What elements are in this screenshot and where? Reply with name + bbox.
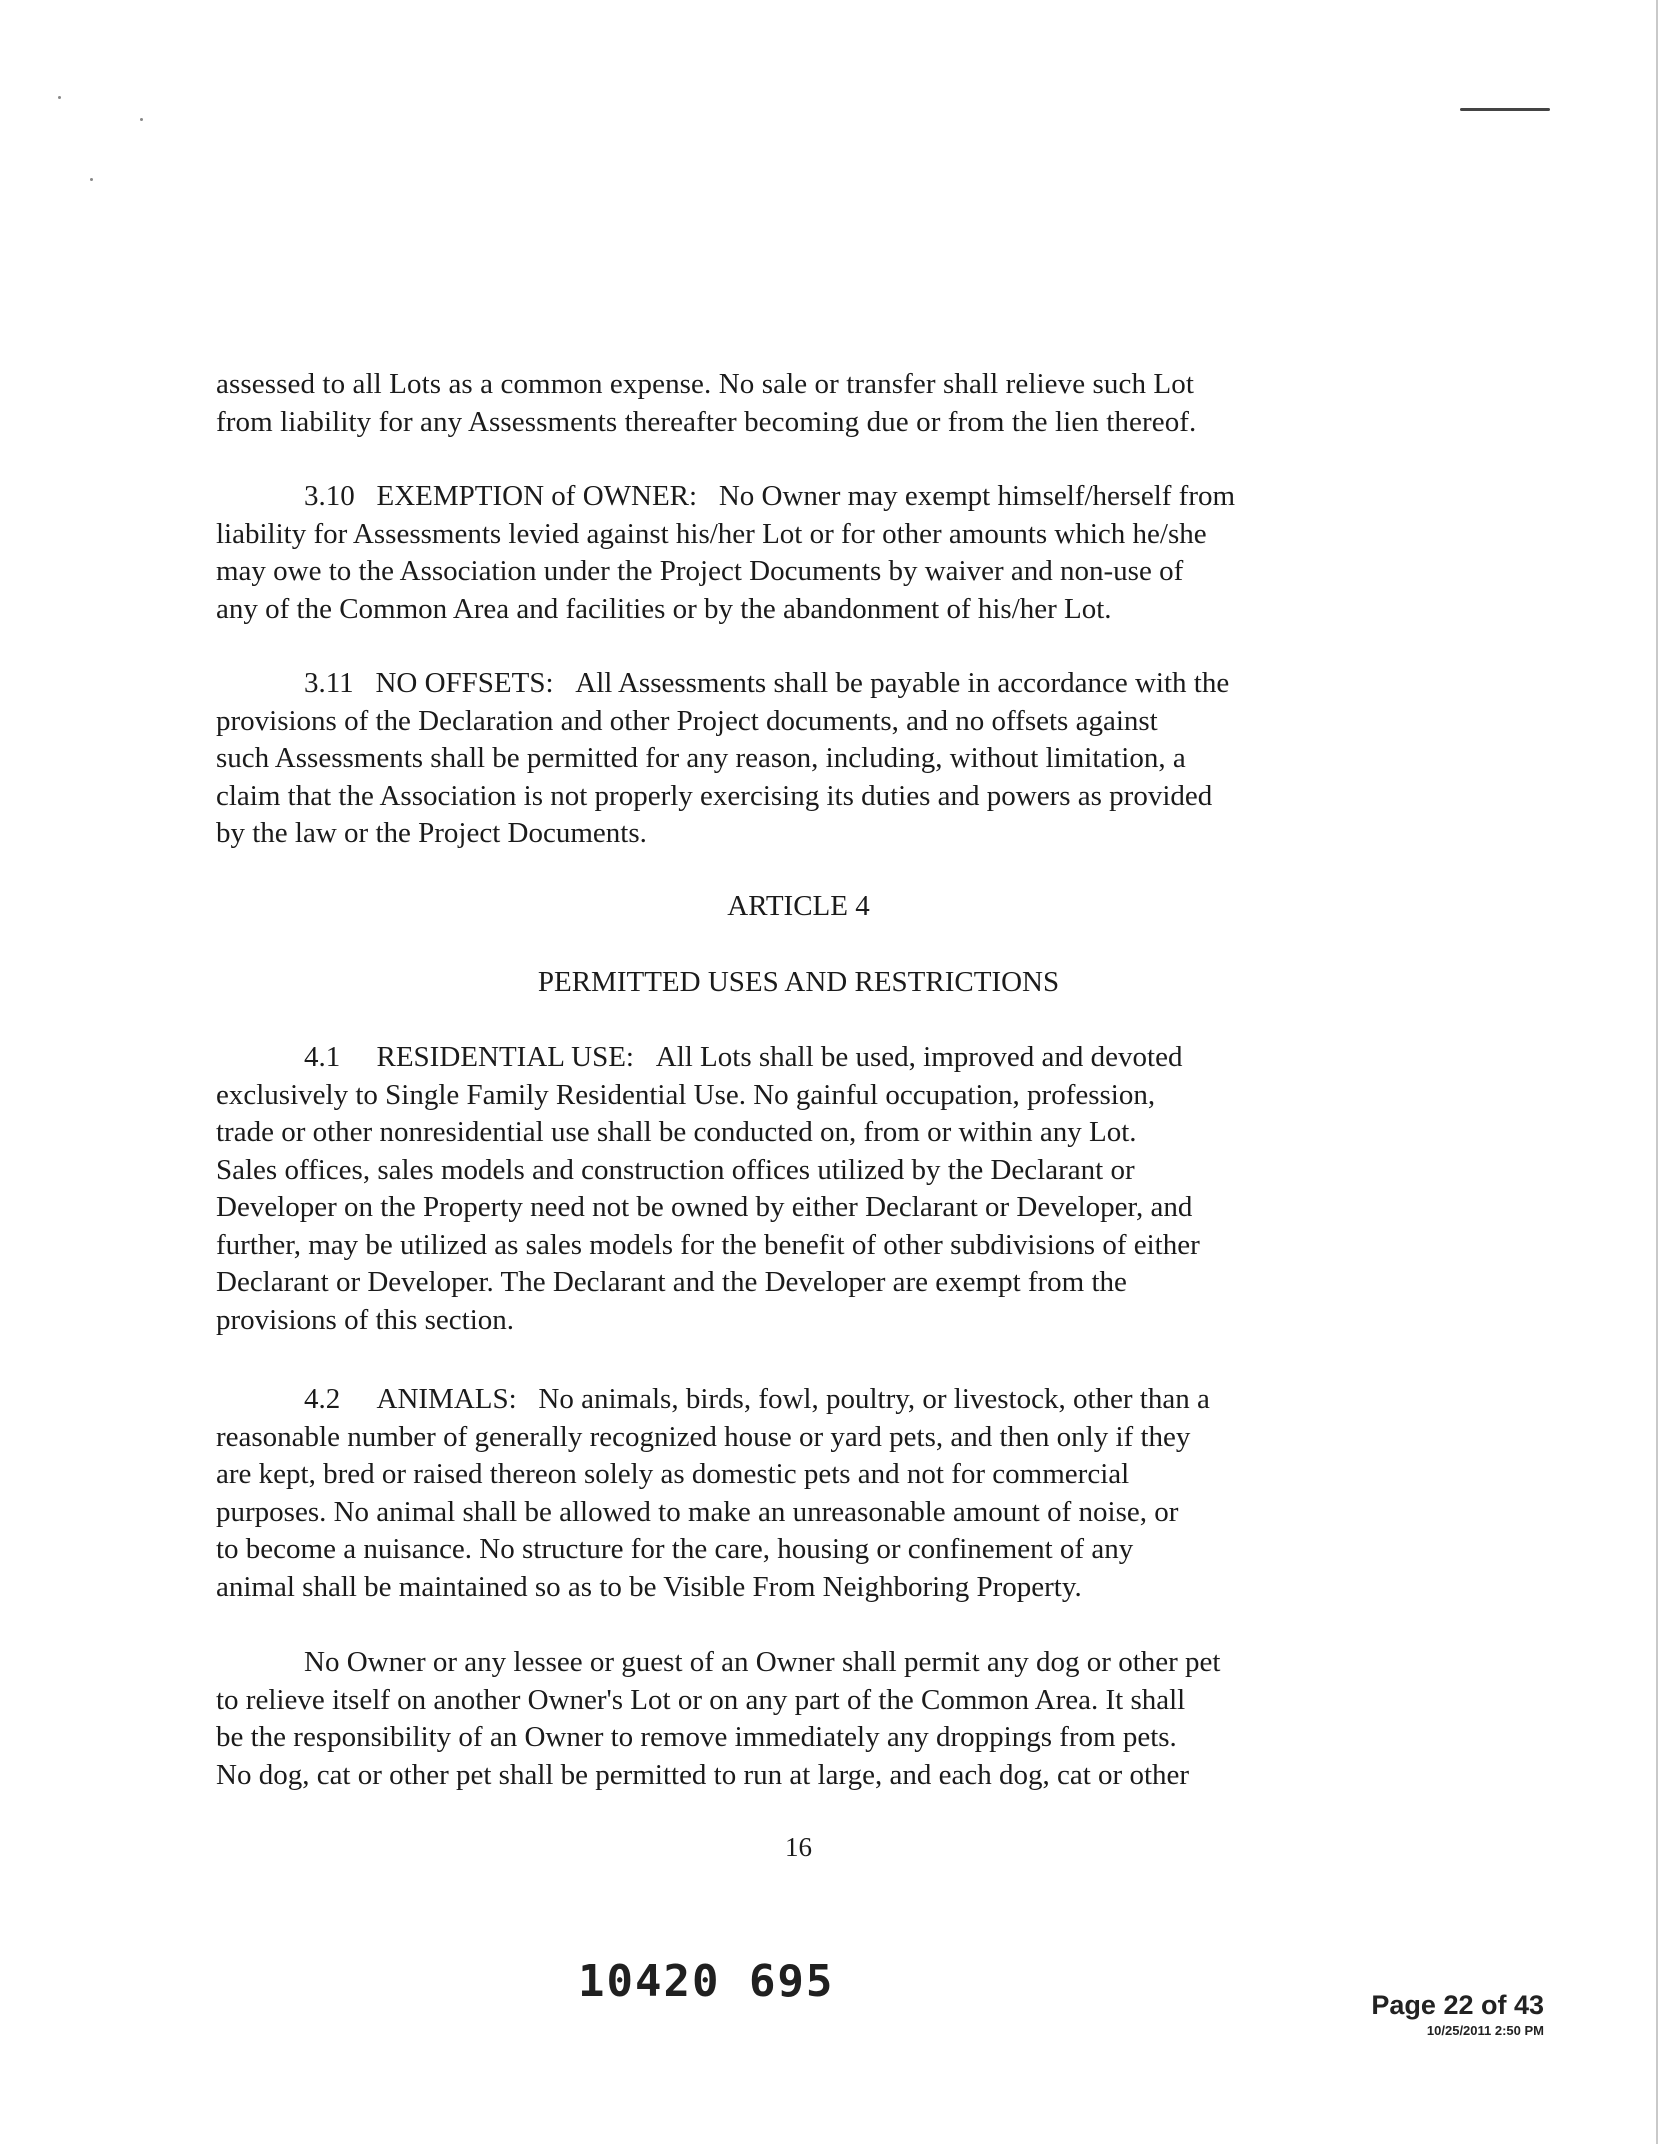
scan-speck — [58, 96, 61, 99]
text-line: All Lots shall be used, improved and devoted — [655, 1041, 1183, 1073]
section-4-1 — [216, 1039, 1381, 1339]
section-title: ANIMALS: — [376, 1383, 517, 1415]
text-line: provisions of this section. — [216, 1303, 515, 1336]
scan-speck — [90, 178, 93, 181]
scan-speck — [140, 118, 143, 121]
article-subheading: PERMITTED USES AND RESTRICTIONS — [537, 966, 1060, 998]
text-line: All Assessments shall be payable in accordance with the — [575, 667, 1230, 699]
text-line: to relieve itself on another Owner's Lot or on any part of the Common Area. It shall — [216, 1683, 1186, 1716]
text-line: to become a nuisance. No structure for the care, housing or confinement of any — [216, 1533, 1134, 1565]
text-line: No Owner or any lessee or guest of an Owner shall permit any dog or other pet — [304, 1646, 1221, 1678]
section-number: 4.2 — [304, 1383, 341, 1415]
text-line: exclusively to Single Family Residential Use. No gainful occupation, profession, — [216, 1078, 1156, 1111]
section-title: NO OFFSETS: — [375, 667, 554, 699]
text-line: reasonable number of generally recognized house or yard pets, and then only if they — [216, 1420, 1191, 1453]
text-line: claim that the Association is not properly exercising its duties and powers as provided — [216, 779, 1213, 812]
text-line: Developer on the Property need not be owned by either Declarant or Developer, and — [216, 1191, 1193, 1223]
text-line: assessed to all Lots as a common expense. No sale or transfer shall relieve such Lot — [216, 368, 1195, 400]
text-line: No Owner may exempt himself/herself from — [718, 480, 1236, 512]
text-line: may owe to the Association under the Project Documents by waiver and non-use of — [216, 555, 1184, 587]
text-line: such Assessments shall be permitted for any reason, including, without limitation, a — [216, 742, 1186, 774]
text-line: any of the Common Area and facilities or by the abandonment of his/her Lot. — [216, 592, 1112, 625]
section-3-11 — [216, 665, 1381, 853]
text-line: from liability for any Assessments thereafter becoming due or from the lien thereof. — [216, 405, 1197, 438]
text-line: further, may be utilized as sales models for the benefit of other subdivisions of either — [216, 1228, 1200, 1261]
section-number: 4.1 — [304, 1041, 341, 1073]
text-line: liability for Assessments levied against his/her Lot or for other amounts which he/she — [216, 517, 1207, 550]
page-number: 16 — [785, 1832, 812, 1862]
text-line: trade or other nonresidential use shall be conducted on, from or within any Lot. — [216, 1116, 1137, 1148]
text-line: be the responsibility of an Owner to remove immediately any droppings from pets. — [216, 1721, 1177, 1753]
page-label: Page 22 of 43 — [1371, 1990, 1544, 2020]
section-number: 3.10 — [304, 480, 355, 512]
section-number: 3.11 — [304, 667, 354, 699]
scan-mark — [1460, 108, 1550, 111]
text-line: animal shall be maintained so as to be Visible From Neighboring Property. — [216, 1570, 1082, 1603]
timestamp: 10/25/2011 2:50 PM — [1426, 2023, 1544, 2038]
text-line: No animals, birds, fowl, poultry, or livestock, other than a — [538, 1383, 1210, 1415]
text-line: purposes. No animal shall be allowed to make an unreasonable amount of noise, or — [216, 1495, 1179, 1528]
article-heading: ARTICLE 4 — [727, 890, 870, 922]
text-line: No dog, cat or other pet shall be permitted to run at large, and each dog, cat or other — [216, 1758, 1190, 1791]
text-line: provisions of the Declaration and other Project documents, and no offsets against — [216, 704, 1158, 737]
recording-stamp: 10420 695 — [578, 1956, 835, 2007]
text-line: Declarant or Developer. The Declarant and the Developer are exempt from the — [216, 1266, 1127, 1298]
scan-edge — [1656, 0, 1658, 2144]
section-title: EXEMPTION of OWNER: — [376, 480, 698, 512]
pets-paragraph — [216, 1644, 1381, 1794]
text-line: are kept, bred or raised thereon solely as domestic pets and not for commercial — [216, 1458, 1130, 1490]
text-line: Sales offices, sales models and construction offices utilized by the Declarant or — [216, 1153, 1135, 1186]
intro-paragraph — [216, 366, 1381, 441]
section-4-2 — [216, 1381, 1381, 1606]
section-title: RESIDENTIAL USE: — [376, 1041, 634, 1073]
section-3-10 — [216, 478, 1381, 628]
text-line: by the law or the Project Documents. — [216, 817, 647, 849]
page-info — [1371, 1990, 1544, 2038]
